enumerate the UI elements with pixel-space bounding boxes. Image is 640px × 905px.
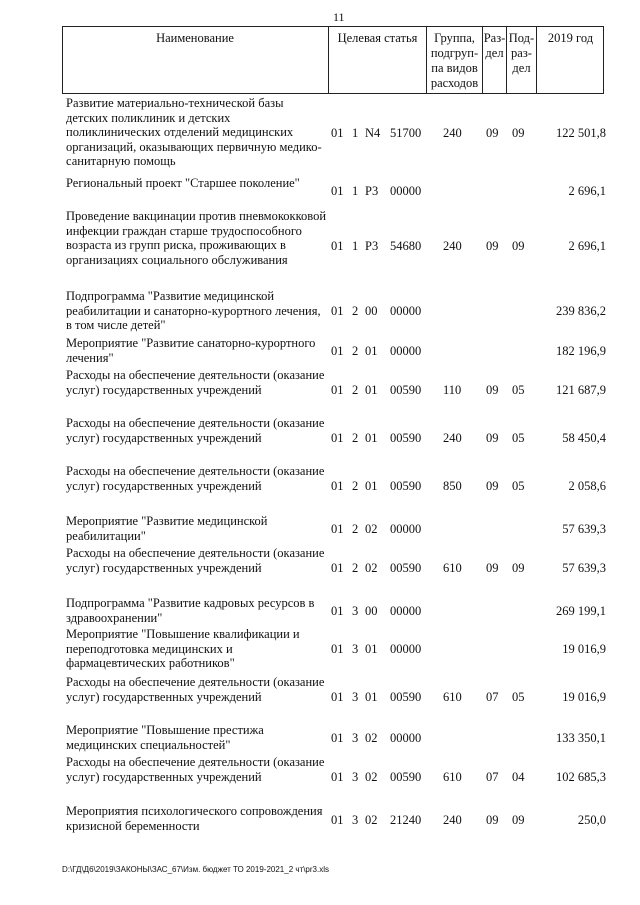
row-code-4: 00590 [390,431,422,445]
row-code-1: 01 [331,731,344,745]
row-code-4: 00590 [390,770,422,784]
row-code-1: 01 [331,431,344,445]
row-code-3: P3 [365,184,379,198]
row-code-3: 02 [365,731,378,745]
row-value: 102 685,3 [556,770,606,784]
row-subsection: 05 [512,690,525,704]
row-code-1: 01 [331,770,344,784]
row-subsection: 05 [512,479,525,493]
row-value: 250,0 [577,813,606,827]
row-section: 09 [486,561,499,575]
row-code-2: 3 [352,731,359,745]
row-code-1: 01 [331,126,344,140]
row-group: 610 [443,561,462,575]
row-code-1: 01 [331,184,344,198]
row-code-1: 01 [331,239,344,253]
row-value: 122 501,8 [556,126,606,140]
row-name: Развитие материально-технической базы детских поликлиник и детских поликлинических отделений медицинских организаций, оказывающих первичную медико-санитарную помощь [66,96,322,169]
row-group: 240 [443,813,462,827]
row-code-2: 2 [352,479,359,493]
row-code-1: 01 [331,690,344,704]
row-group: 240 [443,431,462,445]
row-code-2: 1 [352,126,359,140]
row-name: Мероприятие "Развитие медицинской реабилитации" [66,514,268,543]
row-group: 240 [443,239,462,253]
page-number: 11 [333,10,345,24]
row-name: Расходы на обеспечение деятельности (оказание услуг) государственных учреждений [66,755,325,784]
row-code-2: 2 [352,304,359,318]
row-section: 09 [486,431,499,445]
header-section: Раз-дел [482,26,506,94]
row-value: 57 639,3 [562,561,606,575]
row-section: 07 [486,770,499,784]
row-code-3: 01 [365,431,378,445]
row-code-3: 01 [365,383,378,397]
row-value: 57 639,3 [562,522,606,536]
row-value: 2 696,1 [568,184,606,198]
header-group: Группа, подгруп-па видов расходов [426,26,482,94]
row-code-4: 00000 [390,604,422,618]
row-name: Мероприятие "Повышение престижа медицинских специальностей" [66,723,264,752]
row-name: Региональный проект "Старшее поколение" [66,176,300,190]
row-code-2: 1 [352,239,359,253]
header-subsection: Под-раз-дел [506,26,536,94]
row-subsection: 05 [512,431,525,445]
row-name: Расходы на обеспечение деятельности (оказание услуг) государственных учреждений [66,368,325,397]
row-name: Мероприятия психологического сопровождения кризисной беременности [66,804,323,833]
row-value: 121 687,9 [556,383,606,397]
row-subsection: 09 [512,126,525,140]
row-group: 610 [443,690,462,704]
row-code-1: 01 [331,604,344,618]
row-code-2: 3 [352,690,359,704]
row-code-2: 3 [352,813,359,827]
row-code-4: 00590 [390,561,422,575]
row-subsection: 04 [512,770,525,784]
file-path-footer: D:\ГД\Д6\2019\ЗАКОНЫ\ЗАС_67\Изм. бюджет ТО 2019-2021_2 чт\pr3.xls [62,865,329,874]
row-code-3: 02 [365,522,378,536]
row-code-1: 01 [331,813,344,827]
row-code-4: 00000 [390,642,422,656]
row-code-3: 02 [365,813,378,827]
row-subsection: 05 [512,383,525,397]
row-value: 58 450,4 [562,431,606,445]
row-code-2: 3 [352,642,359,656]
row-code-2: 2 [352,383,359,397]
row-subsection: 09 [512,561,525,575]
row-code-2: 1 [352,184,359,198]
row-name: Расходы на обеспечение деятельности (оказание услуг) государственных учреждений [66,546,325,575]
row-group: 850 [443,479,462,493]
row-section: 09 [486,383,499,397]
row-value: 19 016,9 [562,642,606,656]
row-code-3: 01 [365,344,378,358]
row-value: 19 016,9 [562,690,606,704]
row-name: Мероприятие "Повышение квалификации и переподготовка медицинских и фармацевтических работников" [66,627,300,671]
row-code-1: 01 [331,642,344,656]
row-section: 09 [486,126,499,140]
row-code-3: 00 [365,304,378,318]
row-value: 239 836,2 [556,304,606,318]
row-subsection: 09 [512,239,525,253]
row-code-2: 2 [352,431,359,445]
row-code-3: 01 [365,642,378,656]
row-code-4: 51700 [390,126,422,140]
row-group: 110 [443,383,462,397]
row-name: Расходы на обеспечение деятельности (оказание услуг) государственных учреждений [66,464,325,493]
row-name: Проведение вакцинации против пневмококковой инфекции граждан старше трудоспособного возраста из групп риска, проживающих в организациях социального обслуживания [66,209,327,267]
row-name: Расходы на обеспечение деятельности (оказание услуг) государственных учреждений [66,675,325,704]
row-code-3: 02 [365,561,378,575]
row-code-3: 01 [365,479,378,493]
row-code-2: 2 [352,522,359,536]
row-code-1: 01 [331,561,344,575]
row-code-3: 01 [365,690,378,704]
row-value: 133 350,1 [556,731,606,745]
row-code-4: 00000 [390,344,422,358]
row-name: Подпрограмма "Развитие медицинской реабилитации и санаторно-курортного лечения, в том числе детей" [66,289,321,333]
row-value: 2 058,6 [568,479,606,493]
row-code-4: 00000 [390,304,422,318]
row-section: 09 [486,813,499,827]
row-name: Подпрограмма "Развитие кадровых ресурсов в здравоохранении" [66,596,315,625]
row-code-3: 02 [365,770,378,784]
header-year: 2019 год [536,26,604,94]
row-code-4: 54680 [390,239,422,253]
row-section: 09 [486,479,499,493]
row-code-3: P3 [365,239,379,253]
row-code-1: 01 [331,344,344,358]
row-section: 09 [486,239,499,253]
row-code-3: N4 [365,126,381,140]
row-code-4: 00590 [390,383,422,397]
row-code-1: 01 [331,522,344,536]
row-subsection: 09 [512,813,525,827]
row-code-4: 00590 [390,479,422,493]
row-code-4: 00000 [390,522,422,536]
row-code-4: 00000 [390,184,422,198]
row-value: 182 196,9 [556,344,606,358]
row-code-4: 00590 [390,690,422,704]
row-code-1: 01 [331,479,344,493]
header-name: Наименование [156,31,234,45]
row-name: Расходы на обеспечение деятельности (оказание услуг) государственных учреждений [66,416,325,445]
row-name: Мероприятие "Развитие санаторно-курортного лечения" [66,336,316,365]
row-code-2: 2 [352,561,359,575]
row-code-2: 3 [352,770,359,784]
row-code-1: 01 [331,304,344,318]
row-code-3: 00 [365,604,378,618]
row-group: 610 [443,770,462,784]
row-code-4: 00000 [390,731,422,745]
row-code-1: 01 [331,383,344,397]
row-value: 269 199,1 [556,604,606,618]
row-section: 07 [486,690,499,704]
row-value: 2 696,1 [568,239,606,253]
row-code-4: 21240 [390,813,422,827]
row-group: 240 [443,126,462,140]
header-target: Целевая статья [328,26,426,94]
row-code-2: 2 [352,344,359,358]
row-code-2: 3 [352,604,359,618]
